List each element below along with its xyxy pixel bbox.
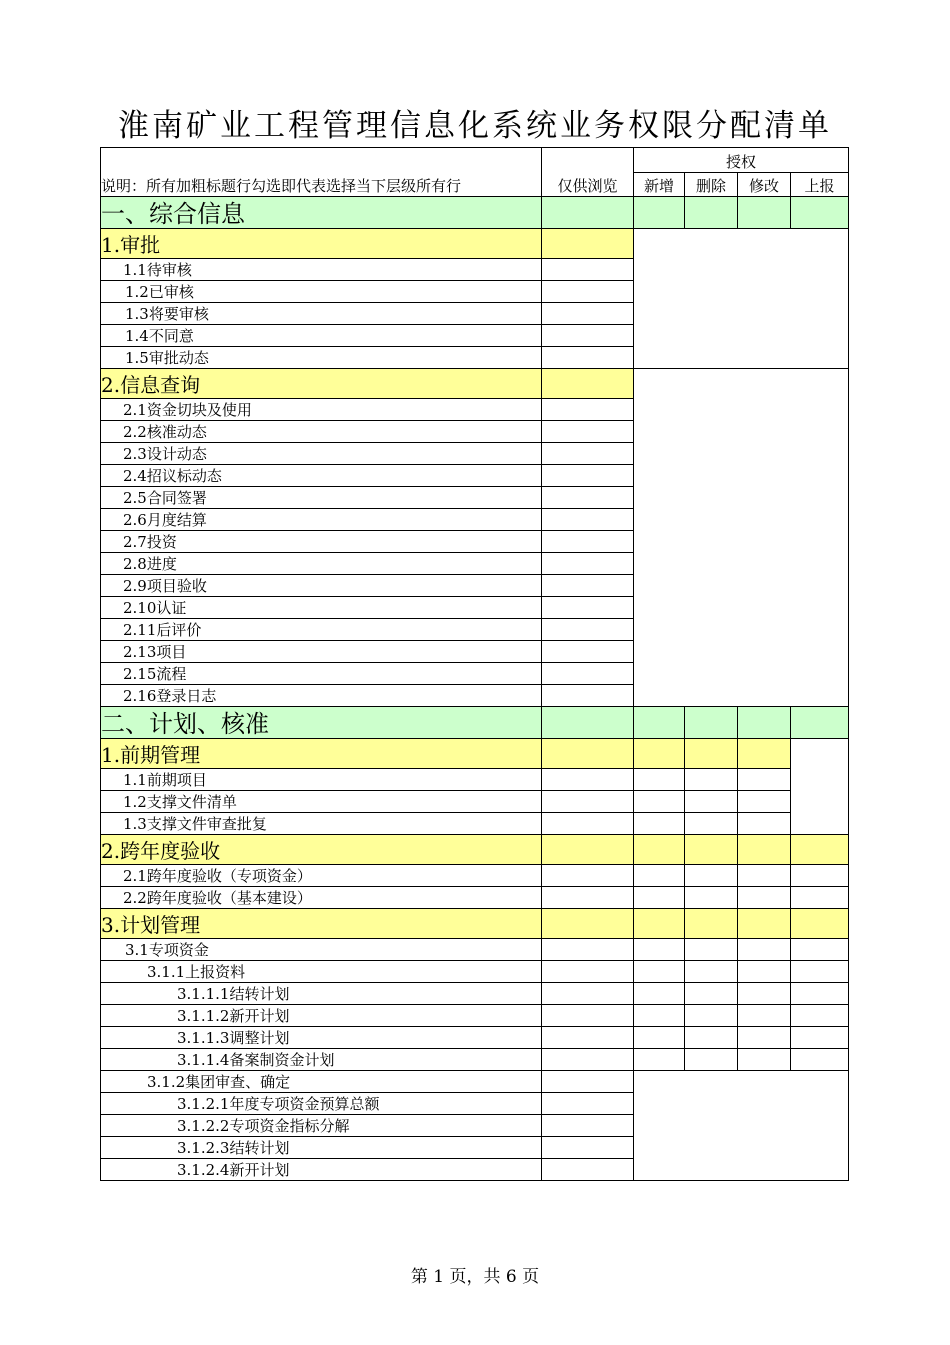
report-checkbox[interactable] <box>791 909 849 939</box>
delete-checkbox[interactable] <box>685 1027 738 1049</box>
browse-checkbox[interactable] <box>542 961 634 983</box>
delete-checkbox[interactable] <box>685 835 738 865</box>
browse-checkbox[interactable] <box>542 1159 634 1181</box>
edit-checkbox[interactable] <box>738 909 791 939</box>
add-checkbox[interactable] <box>634 983 685 1005</box>
item-label: 3.1.1.2新开计划 <box>101 1005 542 1027</box>
add-checkbox[interactable] <box>634 791 685 813</box>
report-checkbox[interactable] <box>791 835 849 865</box>
edit-checkbox[interactable] <box>738 1027 791 1049</box>
report-checkbox[interactable] <box>791 197 849 229</box>
browse-checkbox[interactable] <box>542 443 634 465</box>
item-label: 2.2跨年度验收（基本建设） <box>101 887 542 909</box>
report-checkbox[interactable] <box>791 1027 849 1049</box>
item-label: 1.4不同意 <box>101 325 542 347</box>
page-footer: 第 1 页，共 6 页 <box>410 1267 540 1287</box>
browse-checkbox[interactable] <box>542 791 634 813</box>
item-label: 2.3设计动态 <box>101 443 542 465</box>
browse-checkbox[interactable] <box>542 865 634 887</box>
delete-checkbox[interactable] <box>685 961 738 983</box>
item-label: 3.1.2.1年度专项资金预算总额 <box>101 1093 542 1115</box>
section-title: 一、综合信息 <box>101 197 542 229</box>
edit-checkbox[interactable] <box>738 707 791 739</box>
section-title: 二、计划、核准 <box>101 707 542 739</box>
delete-checkbox[interactable] <box>685 1005 738 1027</box>
add-checkbox[interactable] <box>634 939 685 961</box>
browse-checkbox[interactable] <box>542 1093 634 1115</box>
edit-checkbox[interactable] <box>738 1005 791 1027</box>
sub-item-label: 3.1.2集团审查、确定 <box>101 1071 542 1093</box>
delete-checkbox[interactable] <box>685 865 738 887</box>
instruction-note: 说明：所有加粗标题行勾选即代表选择当下层级所有行 <box>101 148 542 197</box>
report-checkbox[interactable] <box>791 1049 849 1071</box>
add-checkbox[interactable] <box>634 739 685 769</box>
browse-checkbox[interactable] <box>542 887 634 909</box>
browse-checkbox[interactable] <box>542 939 634 961</box>
browse-checkbox[interactable] <box>542 259 634 281</box>
add-checkbox[interactable] <box>634 813 685 835</box>
browse-checkbox[interactable] <box>542 1049 634 1071</box>
browse-checkbox[interactable] <box>542 1071 634 1093</box>
permission-table <box>100 147 849 1181</box>
browse-checkbox[interactable] <box>542 813 634 835</box>
item-label: 2.16登录日志 <box>101 685 542 707</box>
browse-checkbox[interactable] <box>542 983 634 1005</box>
edit-checkbox[interactable] <box>738 887 791 909</box>
delete-checkbox[interactable] <box>685 939 738 961</box>
browse-checkbox[interactable] <box>542 707 634 739</box>
item-label: 1.1前期项目 <box>101 769 542 791</box>
browse-checkbox[interactable] <box>542 663 634 685</box>
add-checkbox[interactable] <box>634 707 685 739</box>
browse-checkbox[interactable] <box>542 531 634 553</box>
item-label: 2.13项目 <box>101 641 542 663</box>
edit-checkbox[interactable] <box>738 739 791 769</box>
category-title: 2.信息查询 <box>101 369 542 399</box>
sub-item-label: 3.1专项资金 <box>101 939 542 961</box>
delete-header: 删除 <box>685 173 738 197</box>
browse-checkbox[interactable] <box>542 575 634 597</box>
item-label: 1.3将要审核 <box>101 303 542 325</box>
browse-checkbox[interactable] <box>542 619 634 641</box>
item-label: 3.1.1.1结转计划 <box>101 983 542 1005</box>
report-checkbox[interactable] <box>791 707 849 739</box>
browse-checkbox[interactable] <box>542 1115 634 1137</box>
empty-area <box>634 229 849 369</box>
browse-checkbox[interactable] <box>542 421 634 443</box>
item-label: 2.7投资 <box>101 531 542 553</box>
item-label: 2.2核准动态 <box>101 421 542 443</box>
add-checkbox[interactable] <box>634 835 685 865</box>
browse-checkbox[interactable] <box>542 281 634 303</box>
browse-checkbox[interactable] <box>542 909 634 939</box>
add-checkbox[interactable] <box>634 887 685 909</box>
delete-checkbox[interactable] <box>685 707 738 739</box>
browse-checkbox[interactable] <box>542 641 634 663</box>
browse-checkbox[interactable] <box>542 399 634 421</box>
delete-checkbox[interactable] <box>685 791 738 813</box>
add-checkbox[interactable] <box>634 197 685 229</box>
report-checkbox[interactable] <box>791 865 849 887</box>
edit-checkbox[interactable] <box>738 769 791 791</box>
report-checkbox[interactable] <box>791 961 849 983</box>
delete-checkbox[interactable] <box>685 909 738 939</box>
edit-header: 修改 <box>738 173 791 197</box>
add-checkbox[interactable] <box>634 1049 685 1071</box>
edit-checkbox[interactable] <box>738 197 791 229</box>
report-checkbox[interactable] <box>791 939 849 961</box>
category-title: 1.前期管理 <box>101 739 542 769</box>
edit-checkbox[interactable] <box>738 939 791 961</box>
item-label: 2.11后评价 <box>101 619 542 641</box>
add-checkbox[interactable] <box>634 961 685 983</box>
delete-checkbox[interactable] <box>685 1049 738 1071</box>
item-label: 3.1.2.2专项资金指标分解 <box>101 1115 542 1137</box>
browse-checkbox[interactable] <box>542 1137 634 1159</box>
browse-checkbox[interactable] <box>542 229 634 259</box>
browse-checkbox[interactable] <box>542 685 634 707</box>
category-title: 2.跨年度验收 <box>101 835 542 865</box>
report-checkbox[interactable] <box>791 887 849 909</box>
delete-checkbox[interactable] <box>685 739 738 769</box>
add-checkbox[interactable] <box>634 865 685 887</box>
edit-checkbox[interactable] <box>738 791 791 813</box>
item-label: 2.1资金切块及使用 <box>101 399 542 421</box>
add-checkbox[interactable] <box>634 909 685 939</box>
delete-checkbox[interactable] <box>685 983 738 1005</box>
browse-checkbox[interactable] <box>542 509 634 531</box>
item-label: 1.5审批动态 <box>101 347 542 369</box>
browse-checkbox[interactable] <box>542 369 634 399</box>
delete-checkbox[interactable] <box>685 769 738 791</box>
add-checkbox[interactable] <box>634 769 685 791</box>
browse-checkbox[interactable] <box>542 197 634 229</box>
browse-checkbox[interactable] <box>542 597 634 619</box>
edit-checkbox[interactable] <box>738 961 791 983</box>
item-label: 3.1.2.3结转计划 <box>101 1137 542 1159</box>
item-label: 2.5合同签署 <box>101 487 542 509</box>
delete-checkbox[interactable] <box>685 887 738 909</box>
item-label: 1.2支撑文件清单 <box>101 791 542 813</box>
sub-item-label: 3.1.1上报资料 <box>101 961 542 983</box>
category-title: 1.审批 <box>101 229 542 259</box>
item-label: 1.3支撑文件审查批复 <box>101 813 542 835</box>
browse-checkbox[interactable] <box>542 1027 634 1049</box>
delete-checkbox[interactable] <box>685 813 738 835</box>
browse-checkbox[interactable] <box>542 739 634 769</box>
report-checkbox[interactable] <box>791 1005 849 1027</box>
add-checkbox[interactable] <box>634 1027 685 1049</box>
browse-checkbox[interactable] <box>542 303 634 325</box>
item-label: 2.1跨年度验收（专项资金） <box>101 865 542 887</box>
item-label: 1.2已审核 <box>101 281 542 303</box>
edit-checkbox[interactable] <box>738 835 791 865</box>
browse-checkbox[interactable] <box>542 347 634 369</box>
report-checkbox[interactable] <box>791 983 849 1005</box>
item-label: 2.8进度 <box>101 553 542 575</box>
page-title: 淮南矿业工程管理信息化系统业务权限分配清单 <box>118 108 832 144</box>
category-title: 3.计划管理 <box>101 909 542 939</box>
browse-checkbox[interactable] <box>542 465 634 487</box>
empty-area <box>634 1071 849 1181</box>
item-label: 2.4招议标动态 <box>101 465 542 487</box>
browse-only-header: 仅供浏览 <box>542 148 634 197</box>
item-label: 3.1.1.4备案制资金计划 <box>101 1049 542 1071</box>
edit-checkbox[interactable] <box>738 813 791 835</box>
add-header: 新增 <box>634 173 685 197</box>
browse-checkbox[interactable] <box>542 769 634 791</box>
item-label: 2.6月度结算 <box>101 509 542 531</box>
edit-checkbox[interactable] <box>738 865 791 887</box>
edit-checkbox[interactable] <box>738 1049 791 1071</box>
item-label: 3.1.2.4新开计划 <box>101 1159 542 1181</box>
item-label: 1.1待审核 <box>101 259 542 281</box>
browse-checkbox[interactable] <box>542 553 634 575</box>
add-checkbox[interactable] <box>634 1005 685 1027</box>
browse-checkbox[interactable] <box>542 325 634 347</box>
item-label: 3.1.1.3调整计划 <box>101 1027 542 1049</box>
empty-area <box>634 369 849 707</box>
item-label: 2.9项目验收 <box>101 575 542 597</box>
browse-checkbox[interactable] <box>542 487 634 509</box>
browse-checkbox[interactable] <box>542 835 634 865</box>
report-header: 上报 <box>791 173 849 197</box>
delete-checkbox[interactable] <box>685 197 738 229</box>
empty-area <box>791 739 849 835</box>
authorization-header: 授权 <box>634 148 849 173</box>
browse-checkbox[interactable] <box>542 1005 634 1027</box>
item-label: 2.10认证 <box>101 597 542 619</box>
edit-checkbox[interactable] <box>738 983 791 1005</box>
item-label: 2.15流程 <box>101 663 542 685</box>
